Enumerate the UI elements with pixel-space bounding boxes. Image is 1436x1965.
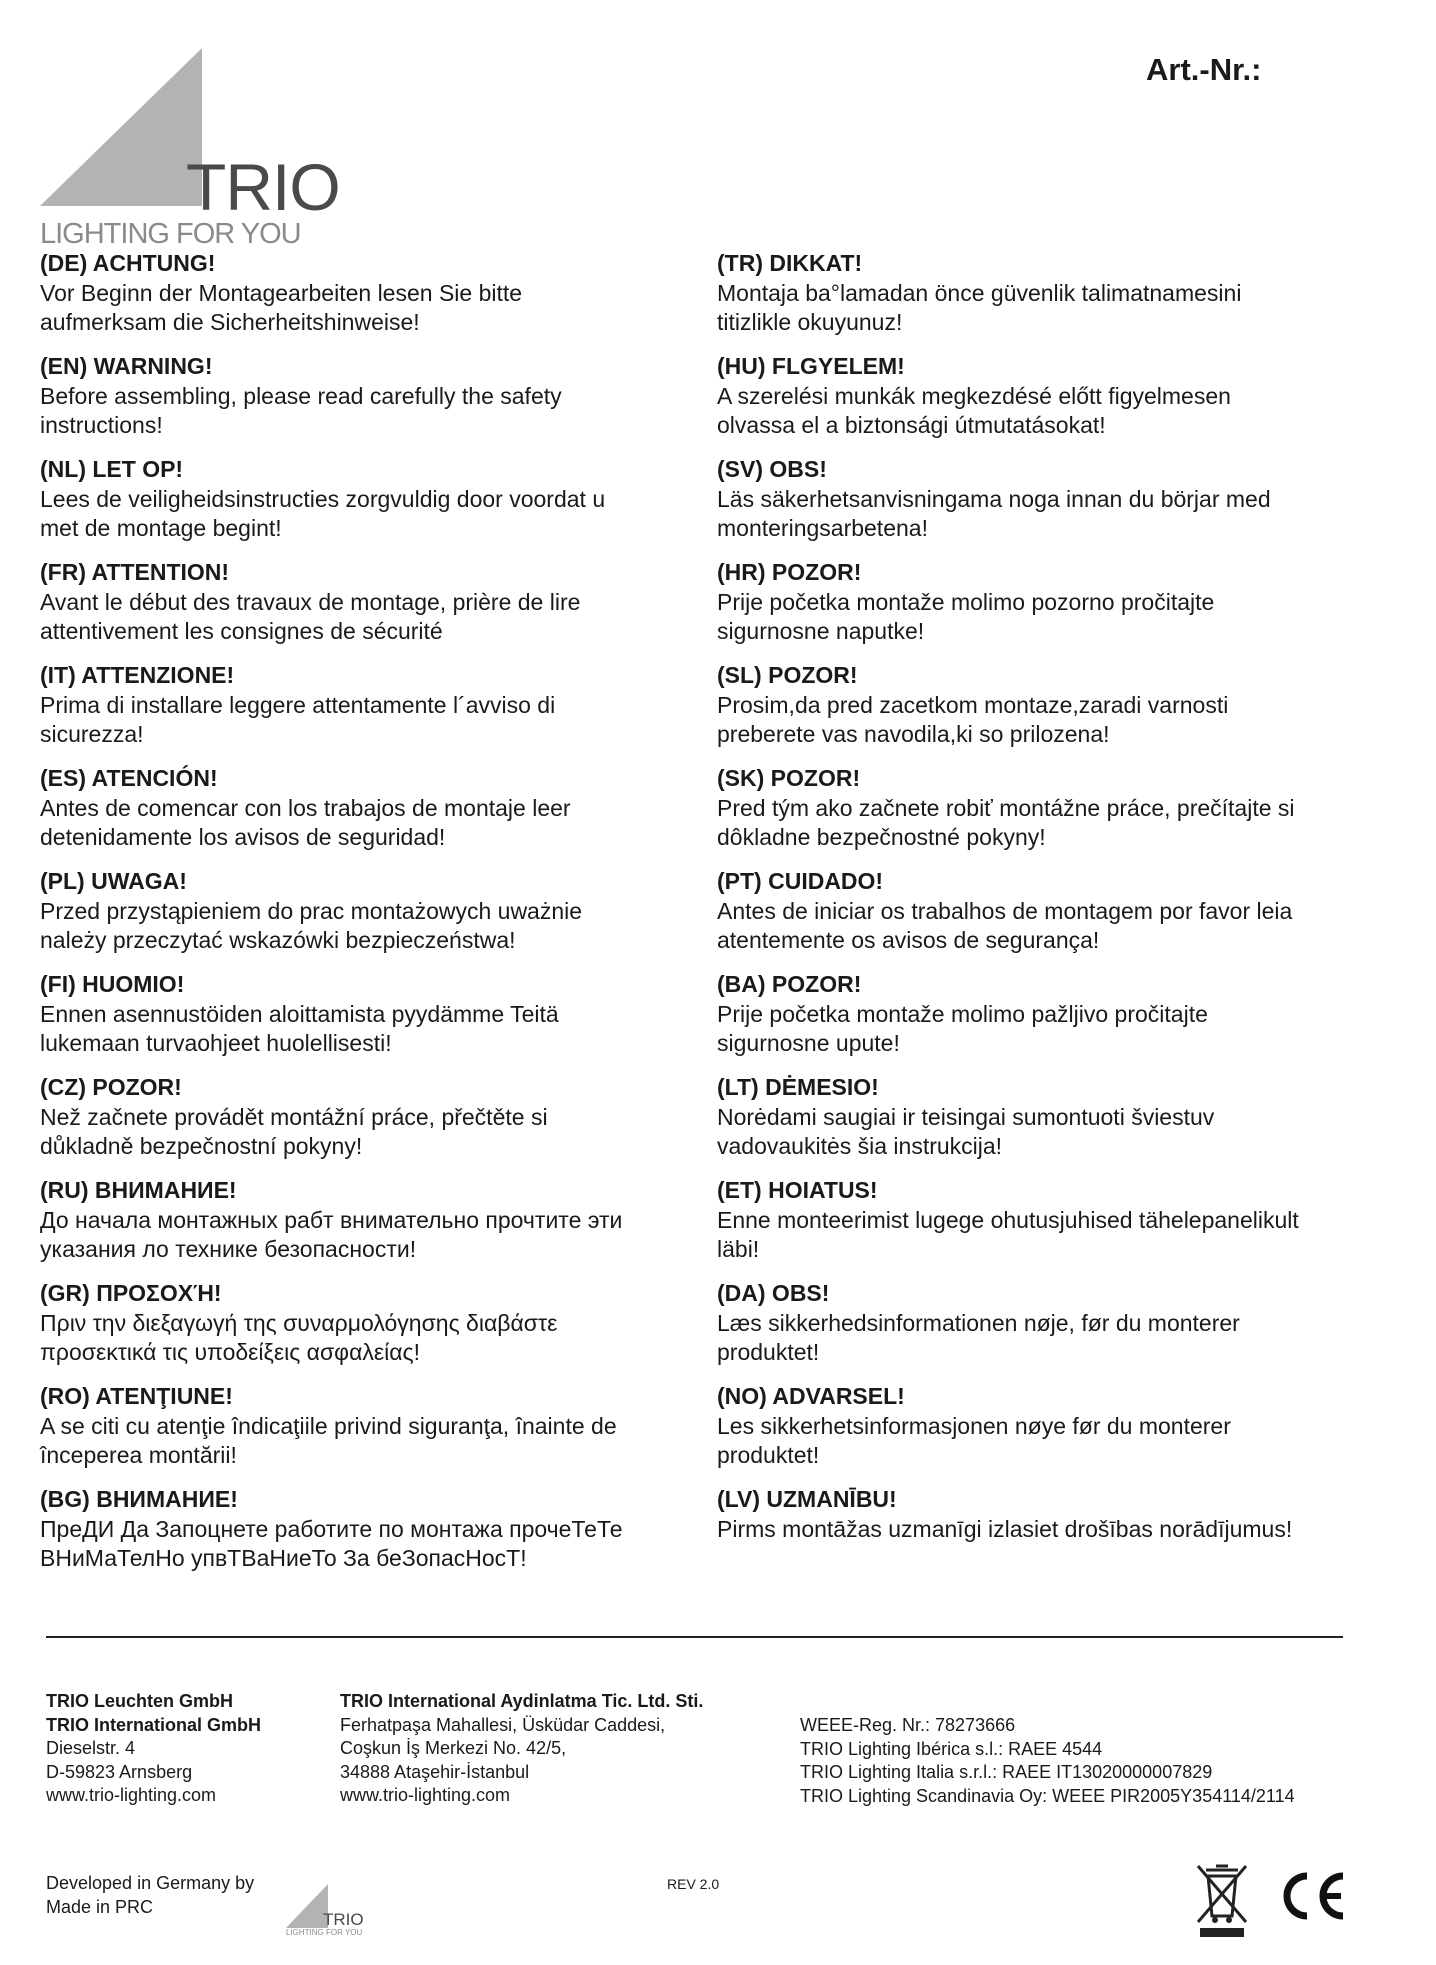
warning-block — [717, 866, 1367, 969]
warning-line: A se citi cu atenţie îndicaţiile privind siguranţa, înainte de — [40, 1413, 617, 1439]
small-trio-logo — [286, 1882, 366, 1942]
warning-title: (RU) ВНИМАНИЕ! — [40, 1177, 237, 1203]
warning-block — [717, 1278, 1367, 1381]
warning-title: (ES) ATENCIÓN! — [40, 765, 218, 791]
warning-title: (TR) DIKKAT! — [717, 250, 863, 276]
address-line: Dieselstr. 4 — [46, 1738, 136, 1758]
warning-title: (BG) ВНИМАНИЕ! — [40, 1486, 238, 1512]
warning-line: produktet! — [717, 1442, 820, 1468]
trio-logo — [40, 46, 340, 250]
logo-brand: TRIO — [186, 150, 340, 224]
warning-title: (FR) ATTENTION! — [40, 559, 230, 585]
warning-block — [717, 1381, 1367, 1484]
warning-title: (DE) ACHTUNG! — [40, 250, 216, 276]
company-name: TRIO International GmbH — [46, 1714, 262, 1735]
weee-line: TRIO Lighting Scandinavia Oy: WEEE PIR2005Y354114/2114 — [800, 1785, 1295, 1806]
warning-title: (LV) UZMANĪBU! — [717, 1486, 897, 1512]
warning-title: (IT) ATTENZIONE! — [40, 662, 235, 688]
warning-line: monteringsarbetena! — [717, 515, 928, 541]
warning-block — [717, 1072, 1367, 1175]
warning-block — [40, 454, 690, 557]
warning-block — [717, 1484, 1367, 1587]
warning-title: (RO) ATENŢIUNE! — [40, 1383, 233, 1409]
warnings-left-column — [40, 248, 690, 1587]
warning-line: titizlikle okuyunuz! — [717, 309, 903, 335]
warning-line: důkladně bezpečnostní pokyny! — [40, 1133, 363, 1159]
made-text: Made in PRC — [46, 1896, 154, 1917]
warning-line: указания ло технике безопасности! — [40, 1236, 417, 1262]
warning-line: Lees de veiligheidsinstructies zorgvuldig door voordat u — [40, 486, 606, 512]
warning-block — [717, 351, 1367, 454]
logo-slogan: LIGHTING FOR YOU — [40, 218, 301, 250]
warning-title: (NL) LET OP! — [40, 456, 184, 482]
warning-line: Læs sikkerhedsinformationen nøje, før du monterer — [717, 1310, 1240, 1336]
warning-line: Prije početka montaže molimo pažljivo pročitajte — [717, 1001, 1208, 1027]
warning-title: (BA) POZOR! — [717, 971, 862, 997]
warning-line: aufmerksam die Sicherheitshinweise! — [40, 309, 420, 335]
warnings-right-column — [717, 248, 1367, 1587]
warning-line: sicurezza! — [40, 721, 144, 747]
warning-title: (GR) ΠΡΟΣΟΧΉ! — [40, 1280, 222, 1306]
warning-block — [40, 1175, 690, 1278]
warning-line: Prima di installare leggere attentamente l´avviso di — [40, 692, 556, 718]
warning-line: Przed przystąpieniem do prac montażowych uważnie — [40, 898, 583, 924]
warning-line: detenidamente los avisos de seguridad! — [40, 824, 446, 850]
warning-line: met de montage begint! — [40, 515, 282, 541]
warning-title: (EN) WARNING! — [40, 353, 213, 379]
warning-line: dôkladne bezpečnostné pokyny! — [717, 824, 1046, 850]
warning-title: (LT) DĖMESIO! — [717, 1074, 879, 1100]
warning-block — [40, 1484, 690, 1587]
warning-line: sigurnosne naputke! — [717, 618, 925, 644]
warning-block — [40, 351, 690, 454]
warning-line: До начала монтажных рабт внимательно прочтите эти — [40, 1207, 623, 1233]
small-logo-slogan: LIGHTING FOR YOU — [286, 1928, 363, 1937]
warning-block — [717, 1175, 1367, 1278]
warning-title: (CZ) POZOR! — [40, 1074, 182, 1100]
warning-title: (ET) HOIATUS! — [717, 1177, 878, 1203]
warning-line: preberete vas navodila,ki so prilozena! — [717, 721, 1110, 747]
warning-title: (NO) ADVARSEL! — [717, 1383, 905, 1409]
warning-title: (DA) OBS! — [717, 1280, 830, 1306]
warning-title: (FI) HUOMIO! — [40, 971, 185, 997]
warning-block — [717, 248, 1367, 351]
warning-line: Läs säkerhetsanvisningama noga innan du börjar med — [717, 486, 1271, 512]
warning-block — [40, 763, 690, 866]
warning-title: (HU) FLGYELEM! — [717, 353, 905, 379]
warning-title: (SV) OBS! — [717, 456, 827, 482]
warning-block — [717, 763, 1367, 866]
warning-title: (PL) UWAGA! — [40, 868, 187, 894]
warning-block — [717, 660, 1367, 763]
warning-block — [40, 660, 690, 763]
warning-line: Než začnete provádět montážní práce, přečtěte si — [40, 1104, 548, 1130]
developed-text: Developed in Germany by — [46, 1873, 255, 1893]
warning-block — [40, 557, 690, 660]
warning-line: προσεκτικά τις υποδείξεις ασφαλείας! — [40, 1339, 421, 1365]
warning-line: instructions! — [40, 412, 163, 438]
warning-line: Norėdami saugiai ir teisingai sumontuoti šviestuv — [717, 1104, 1215, 1130]
warning-line: Prije početka montaže molimo pozorno pročitajte — [717, 589, 1215, 615]
warning-line: lukemaan turvaohjeet huolellisesti! — [40, 1030, 392, 1056]
warning-block — [717, 969, 1367, 1072]
weee-line: WEEE-Reg. Nr.: 78273666 — [800, 1715, 1016, 1735]
warning-line: läbi! — [717, 1236, 760, 1262]
address-line: Ferhatpaşa Mahallesi, Üsküdar Caddesi, — [340, 1714, 666, 1735]
warning-title: (SK) POZOR! — [717, 765, 861, 791]
warning-line: vadovaukitės šia instrukcija! — [717, 1133, 1003, 1159]
weee-crossed-bin-icon — [1194, 1862, 1250, 1940]
warning-line: Ennen asennustöiden aloittamista pyydämme Teitä — [40, 1001, 559, 1027]
address-line: 34888 Ataşehir-İstanbul — [340, 1761, 530, 1782]
art-nr-label: Art.-Nr.: — [1146, 52, 1262, 87]
warning-line: Pirms montāžas uzmanīgi izlasiet drošības norādījumus! — [717, 1516, 1293, 1542]
warning-line: Les sikkerhetsinformasjonen nøye før du monterer — [717, 1413, 1231, 1439]
warning-line: Pred tým ako začnete robiť montážne práce, prečítajte si — [717, 795, 1295, 821]
company-name: TRIO International Aydinlatma Tic. Ltd. Sti. — [340, 1691, 704, 1711]
warning-line: sigurnosne upute! — [717, 1030, 900, 1056]
company-name: TRIO Leuchten GmbH — [46, 1691, 234, 1711]
warning-line: należy przeczytać wskazówki bezpieczeństwa! — [40, 927, 516, 953]
warning-block — [717, 557, 1367, 660]
revision-label: REV 2.0 — [667, 1876, 720, 1892]
weee-line: TRIO Lighting Italia s.r.l.: RAEE IT13020000007829 — [800, 1762, 1213, 1782]
warning-line: ПреДИ Да Запоцнете работите по монтажа прочеТеТе — [40, 1516, 623, 1542]
origin-info — [46, 1872, 254, 1919]
warning-line: Antes de comencar con los trabajos de montaje leer — [40, 795, 571, 821]
warning-line: Antes de iniciar os trabalhos de montagem por favor leia — [717, 898, 1293, 924]
warning-title: (SL) POZOR! — [717, 662, 858, 688]
warning-line: Montaja ba°lamadan önce güvenlik talimatnamesini — [717, 280, 1242, 306]
warning-line: attentivement les consignes de sécurité — [40, 618, 443, 644]
warning-block — [717, 454, 1367, 557]
weee-line: TRIO Lighting Ibérica s.l.: RAEE 4544 — [800, 1738, 1103, 1759]
warning-line: Πριν την διεξαγωγή της συναρμολόγησης διαβάστε — [40, 1310, 558, 1336]
warning-title: (PT) CUIDADO! — [717, 868, 884, 894]
warning-line: începerea montării! — [40, 1442, 237, 1468]
warning-line: Before assembling, please read carefully the safety — [40, 383, 562, 409]
logo-triangle-icon — [40, 46, 210, 206]
small-logo-brand: TRIO — [323, 1910, 364, 1929]
warning-block — [40, 1381, 690, 1484]
warning-line: atentemente os avisos de segurança! — [717, 927, 1100, 953]
address-line: D-59823 Arnsberg — [46, 1761, 193, 1782]
warning-block — [40, 248, 690, 351]
warning-line: Vor Beginn der Montagearbeiten lesen Sie bitte — [40, 280, 523, 306]
warning-block — [40, 866, 690, 969]
ce-mark-glyph — [1275, 1868, 1347, 1924]
warning-line: Avant le début des travaux de montage, prière de lire — [40, 589, 581, 615]
address-germany — [46, 1690, 261, 1808]
warning-line: ВНиМаТелНо упвТВаНиеТо За беЗопасНосТ! — [40, 1545, 527, 1571]
warning-block — [40, 1072, 690, 1175]
weee-registrations — [800, 1714, 1295, 1808]
address-turkey — [340, 1690, 703, 1808]
footer-divider — [46, 1636, 1343, 1638]
warning-line: Prosim,da pred zacetkom montaze,zaradi varnosti — [717, 692, 1229, 718]
warning-line: olvassa el a biztonsági útmutatásokat! — [717, 412, 1106, 438]
warning-block — [40, 1278, 690, 1381]
warning-block — [40, 969, 690, 1072]
warning-line: A szerelési munkák megkezdésé előtt figyelmesen — [717, 383, 1231, 409]
address-line: Coşkun İş Merkezi No. 42/5, — [340, 1738, 567, 1758]
warning-title: (HR) POZOR! — [717, 559, 862, 585]
warning-line: Enne monteerimist lugege ohutusjuhised tähelepanelikult — [717, 1207, 1299, 1233]
warning-line: produktet! — [717, 1339, 820, 1365]
website-link[interactable]: www.trio-lighting.com — [46, 1785, 217, 1805]
website-link[interactable]: www.trio-lighting.com — [340, 1785, 511, 1805]
ce-mark-icon — [1275, 1868, 1347, 1929]
